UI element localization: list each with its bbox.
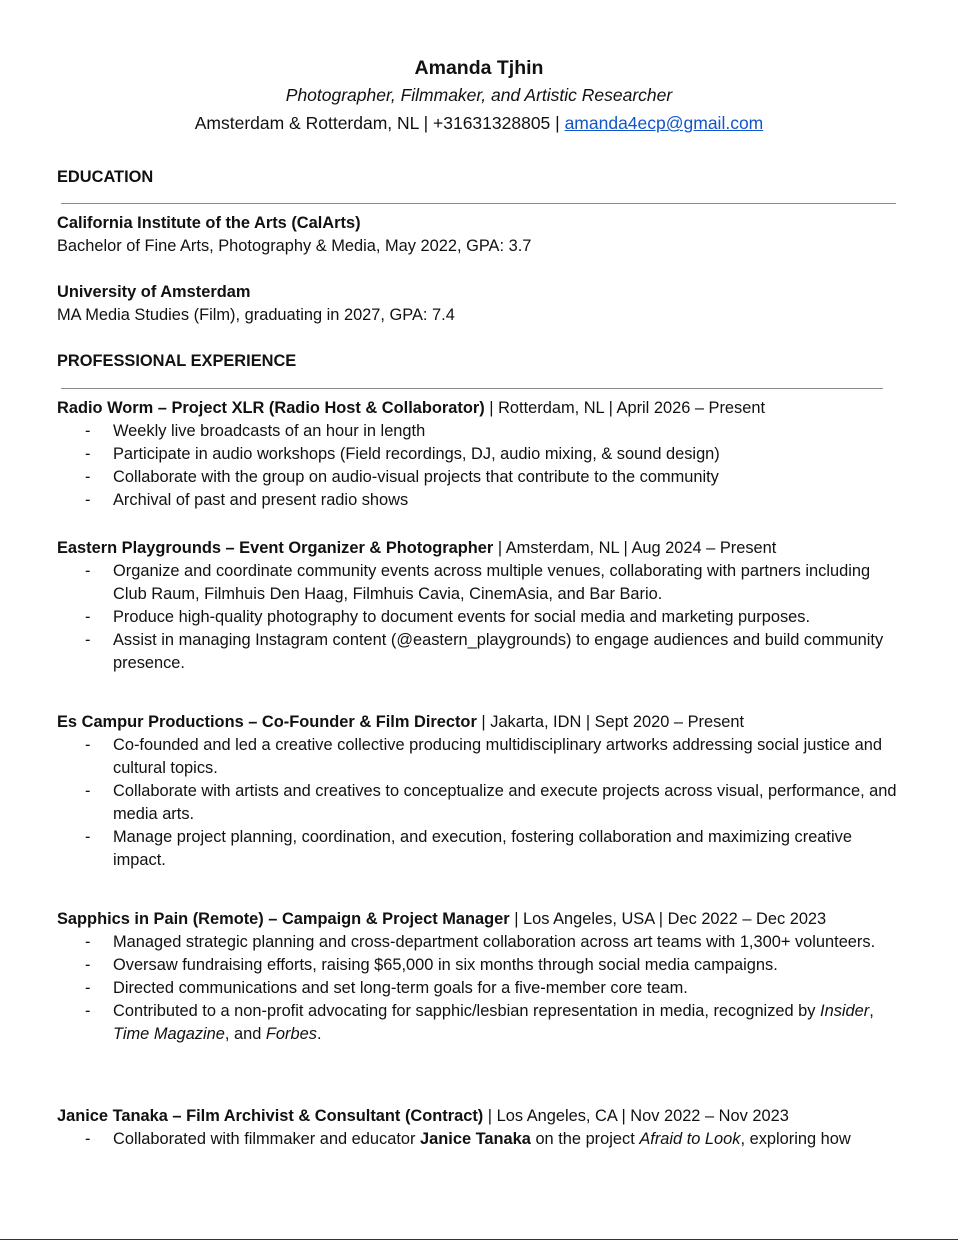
job-title-line: [57, 537, 897, 560]
email-link[interactable]: amanda4ecp@gmail.com: [564, 113, 764, 133]
job-bullets: [57, 1128, 897, 1151]
experience-divider: [61, 388, 883, 389]
education-divider: [61, 203, 896, 204]
job-role: Es Campur Productions – Co-Founder & Film Director: [57, 713, 477, 731]
education-item: [57, 281, 897, 327]
job-bullets: [57, 560, 897, 675]
job-title-line: [57, 1105, 897, 1128]
bullet-item: - Produce high-quality photography to document events for social media and marketing purposes.: [57, 606, 903, 629]
job-entry: [57, 537, 897, 675]
job-bullets: [57, 734, 897, 872]
location-phone: Amsterdam & Rotterdam, NL | +31631328805 |: [194, 113, 565, 133]
project-title: Afraid to Look: [639, 1130, 741, 1148]
job-title-line: [57, 397, 897, 420]
contact-line: [0, 109, 958, 137]
publication-name: Forbes: [265, 1025, 317, 1043]
job-role: Janice Tanaka – Film Archivist & Consultant (Contract): [57, 1107, 484, 1125]
bullet-item: - Managed strategic planning and cross-department collaboration across art teams with 1,300+ volunteers.: [57, 931, 903, 954]
job-role: Eastern Playgrounds – Event Organizer & Photographer: [57, 539, 494, 557]
bullet-item: [57, 1128, 903, 1151]
resume-header: [0, 55, 958, 137]
job-entry: [57, 908, 897, 1046]
publication-name: Insider: [820, 1002, 870, 1020]
bullet-item: - Archival of past and present radio shows: [57, 489, 903, 512]
bullet-text: , exploring how: [740, 1130, 851, 1148]
job-meta: | Jakarta, IDN | Sept 2020 – Present: [476, 713, 745, 731]
experience-heading: PROFESSIONAL EXPERIENCE: [57, 352, 297, 370]
bullet-item: - Participate in audio workshops (Field recordings, DJ, audio mixing, & sound design): [57, 443, 903, 466]
publication-name: Time Magazine: [113, 1025, 225, 1043]
degree-detail: Bachelor of Fine Arts, Photography & Media, May 2022, GPA: 3.7: [57, 237, 532, 255]
education-item: [57, 212, 897, 258]
job-entry: [57, 711, 897, 872]
job-meta: | Rotterdam, NL | April 2026 – Present: [484, 399, 766, 417]
bullet-item: - Organize and coordinate community events across multiple venues, collaborating with partners including Club Raum, Filmhuis Den Haag, Filmhuis Cavia, CinemAsia, and Bar Bario.: [57, 560, 903, 606]
school-name: University of Amsterdam: [57, 283, 251, 301]
bullet-text: .: [316, 1025, 322, 1043]
page-bottom-border: [0, 1239, 958, 1240]
bullet-text: , and: [224, 1025, 266, 1043]
bullet-text: on the project: [530, 1130, 640, 1148]
bullet-item: - Collaborate with artists and creatives to conceptualize and execute projects across visual, performance, and media arts.: [57, 780, 903, 826]
job-bullets: [57, 420, 897, 512]
education-heading: EDUCATION: [57, 168, 154, 186]
job-bullets: [57, 931, 897, 1046]
degree-detail: MA Media Studies (Film), graduating in 2027, GPA: 7.4: [57, 306, 455, 324]
person-name: Janice Tanaka: [420, 1130, 531, 1148]
job-meta: | Amsterdam, NL | Aug 2024 – Present: [493, 539, 777, 557]
job-role: Radio Worm – Project XLR (Radio Host & Collaborator): [57, 399, 485, 417]
school-name: California Institute of the Arts (CalArts): [57, 214, 361, 232]
job-meta: | Los Angeles, CA | Nov 2022 – Nov 2023: [483, 1107, 789, 1125]
bullet-text: Collaborated with filmmaker and educator: [113, 1130, 421, 1148]
job-meta: | Los Angeles, USA | Dec 2022 – Dec 2023: [509, 910, 827, 928]
job-entry: [57, 397, 897, 512]
job-role: Sapphics in Pain (Remote) – Campaign & Project Manager: [57, 910, 510, 928]
applicant-name: Amanda Tjhin: [414, 57, 544, 79]
bullet-item: [57, 1000, 903, 1046]
job-title-line: [57, 711, 897, 734]
job-entry: [57, 1105, 897, 1151]
bullet-item: - Manage project planning, coordination, and execution, fostering collaboration and maximizing creative impact.: [57, 826, 903, 872]
bullet-item: - Directed communications and set long-term goals for a five-member core team.: [57, 977, 903, 1000]
job-title-line: [57, 908, 897, 931]
bullet-item: - Weekly live broadcasts of an hour in length: [57, 420, 903, 443]
applicant-subtitle: Photographer, Filmmaker, and Artistic Researcher: [285, 85, 673, 105]
bullet-text: ,: [869, 1002, 874, 1020]
bullet-item: - Oversaw fundraising efforts, raising $65,000 in six months through social media campaigns.: [57, 954, 903, 977]
bullet-text: Contributed to a non-profit advocating for sapphic/lesbian representation in media, recognized by: [113, 1002, 821, 1020]
bullet-item: - Co-founded and led a creative collective producing multidisciplinary artworks addressing social justice and cultural topics.: [57, 734, 903, 780]
bullet-item: - Collaborate with the group on audio-visual projects that contribute to the community: [57, 466, 903, 489]
bullet-item: - Assist in managing Instagram content (@eastern_playgrounds) to engage audiences and build community presence.: [57, 629, 903, 675]
